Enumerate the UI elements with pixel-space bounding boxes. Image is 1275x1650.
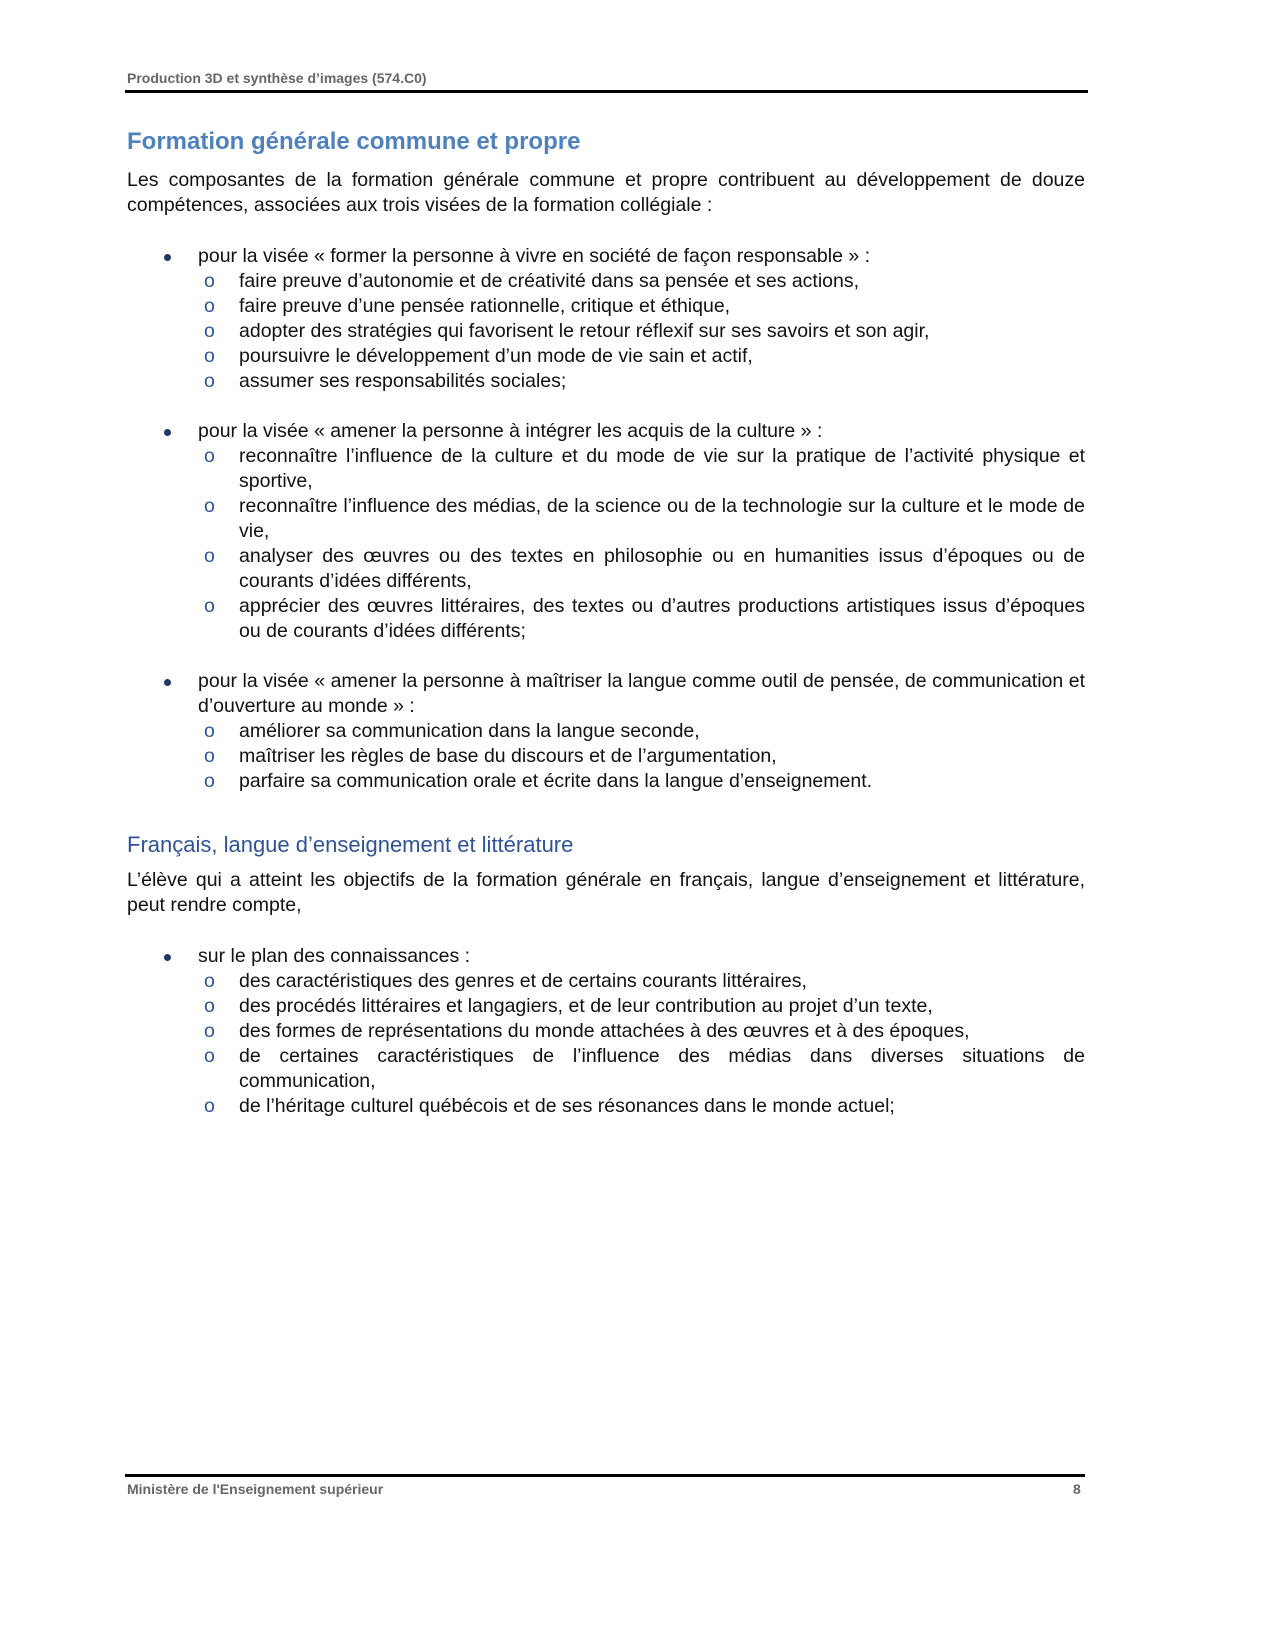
list-item-text: des caractéristiques des genres et de certains courants littéraires,	[239, 970, 807, 992]
bullet-icon	[164, 679, 171, 686]
list-item-text: de certaines caractéristiques de l’influence des médias dans diverses situations de communication,	[239, 1045, 1085, 1092]
list-item-text: des formes de représentations du monde attachées à des œuvres et à des époques,	[239, 1020, 970, 1042]
bullet-icon	[164, 254, 171, 261]
circle-bullet-icon: o	[204, 495, 215, 517]
list-item	[198, 769, 1085, 794]
knowledge-list	[127, 944, 1085, 1119]
circle-bullet-icon: o	[204, 545, 215, 567]
list-item	[198, 594, 1085, 644]
sub-list	[198, 719, 1085, 794]
header-rule	[125, 90, 1088, 93]
circle-bullet-icon: o	[204, 320, 215, 342]
list-item-text: faire preuve d’autonomie et de créativité dans sa pensée et ses actions,	[239, 270, 860, 292]
page-number: 8	[1073, 1481, 1081, 1497]
circle-bullet-icon: o	[204, 445, 215, 467]
bullet-label: pour la visée « former la personne à vivre en société de façon responsable » :	[198, 245, 871, 267]
sub-list	[198, 969, 1085, 1119]
bullet-group	[127, 419, 1085, 644]
subsection-title: Français, langue d’enseignement et littérature	[127, 832, 574, 857]
bullet-label: pour la visée « amener la personne à intégrer les acquis de la culture » :	[198, 420, 823, 442]
circle-bullet-icon: o	[204, 970, 215, 992]
section-title: Formation générale commune et propre	[127, 128, 581, 155]
list-item	[198, 1094, 1085, 1119]
list-item-text: des procédés littéraires et langagiers, et de leur contribution au projet d’un texte,	[239, 995, 933, 1017]
circle-bullet-icon: o	[204, 295, 215, 317]
sub-list	[198, 269, 1085, 394]
list-item	[198, 344, 1085, 369]
list-item	[198, 1044, 1085, 1094]
list-item	[198, 744, 1085, 769]
list-item	[198, 319, 1085, 344]
list-item	[198, 719, 1085, 744]
list-item	[198, 969, 1085, 994]
list-item-text: apprécier des œuvres littéraires, des textes ou d’autres productions artistiques issus d’époques ou de courants d’idées différents;	[239, 595, 1085, 642]
subsection-intro: L’élève qui a atteint les objectifs de la formation générale en français, langue d’enseignement et littérature, peut rendre compte,	[127, 869, 1085, 916]
list-item-text: parfaire sa communication orale et écrite dans la langue d’enseignement.	[239, 770, 873, 792]
footer-publisher: Ministère de l'Enseignement supérieur	[127, 1481, 384, 1497]
circle-bullet-icon: o	[204, 995, 215, 1017]
list-item-text: reconnaître l’influence de la culture et du mode de vie sur la pratique de l’activité physique et sportive,	[239, 445, 1085, 492]
list-item	[198, 1019, 1085, 1044]
circle-bullet-icon: o	[204, 1020, 215, 1042]
sub-list	[198, 444, 1085, 644]
circle-bullet-icon: o	[204, 370, 215, 392]
list-item	[198, 494, 1085, 544]
circle-bullet-icon: o	[204, 1045, 215, 1067]
circle-bullet-icon: o	[204, 1095, 215, 1117]
circle-bullet-icon: o	[204, 745, 215, 767]
list-item-text: faire preuve d’une pensée rationnelle, critique et éthique,	[239, 295, 731, 317]
circle-bullet-icon: o	[204, 270, 215, 292]
list-item-text: poursuivre le développement d’un mode de vie sain et actif,	[239, 345, 753, 367]
bullet-group	[127, 669, 1085, 794]
list-item	[198, 369, 1085, 394]
list-item-text: analyser des œuvres ou des textes en philosophie ou en humanities issus d’époques ou de courants d’idées différents,	[239, 545, 1085, 592]
page-content	[127, 126, 1085, 1144]
bullet-label: pour la visée « amener la personne à maîtriser la langue comme outil de pensée, de communication et d’ouverture au monde » :	[198, 670, 1085, 717]
list-item-text: de l’héritage culturel québécois et de ses résonances dans le monde actuel;	[239, 1095, 895, 1117]
footer-rule	[125, 1474, 1085, 1477]
bullet-icon	[164, 954, 171, 961]
circle-bullet-icon: o	[204, 345, 215, 367]
bullet-icon	[164, 429, 171, 436]
list-item	[198, 994, 1085, 1019]
list-item	[198, 269, 1085, 294]
list-item	[198, 444, 1085, 494]
list-item-text: améliorer sa communication dans la langue seconde,	[239, 720, 700, 742]
list-item	[198, 544, 1085, 594]
competency-list	[127, 244, 1085, 794]
list-item-text: assumer ses responsabilités sociales;	[239, 370, 567, 392]
circle-bullet-icon: o	[204, 595, 215, 617]
list-item-text: reconnaître l’influence des médias, de la science ou de la technologie sur la culture et le mode de vie,	[239, 495, 1085, 542]
section-intro: Les composantes de la formation générale commune et propre contribuent au développement de douze compétences, associées aux trois visées de la formation collégiale :	[127, 169, 1085, 216]
bullet-group	[127, 244, 1085, 394]
running-header: Production 3D et synthèse d’images (574.C0)	[127, 70, 427, 86]
bullet-group	[127, 944, 1085, 1119]
list-item	[198, 294, 1085, 319]
circle-bullet-icon: o	[204, 720, 215, 742]
list-item-text: maîtriser les règles de base du discours et de l’argumentation,	[239, 745, 777, 767]
list-item-text: adopter des stratégies qui favorisent le retour réflexif sur ses savoirs et son agir,	[239, 320, 930, 342]
bullet-label: sur le plan des connaissances :	[198, 945, 471, 967]
circle-bullet-icon: o	[204, 770, 215, 792]
